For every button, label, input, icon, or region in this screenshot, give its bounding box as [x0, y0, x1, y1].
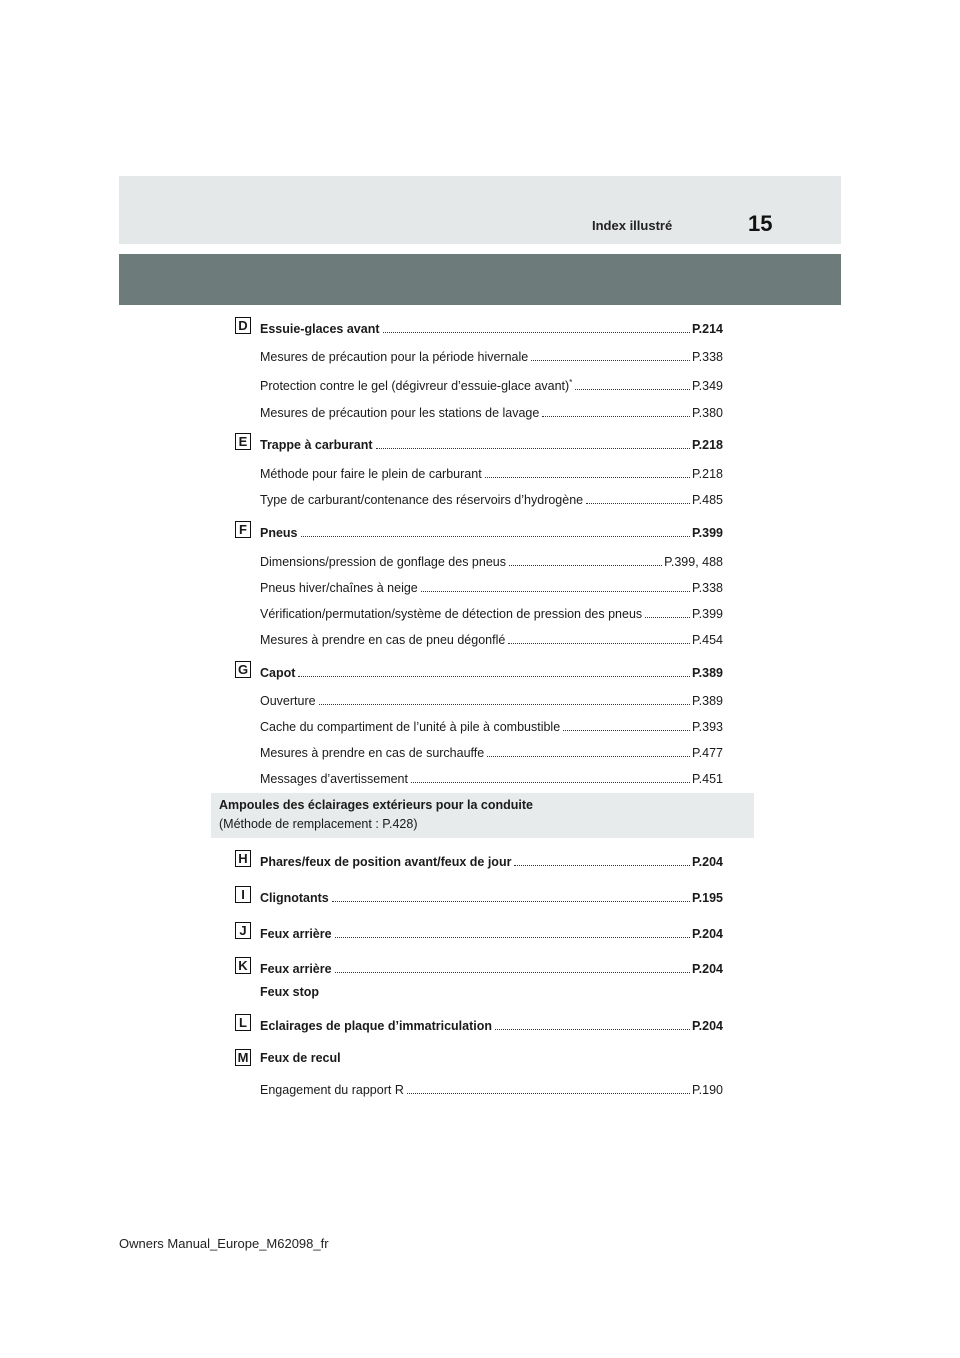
section-letter-e: E [235, 433, 251, 450]
index-entry-main: Clignotants P.195 [260, 891, 723, 905]
header-band [119, 176, 841, 244]
index-entry: Méthode pour faire le plein de carburant P.218 [260, 467, 723, 481]
index-entry: Engagement du rapport R P.190 [260, 1083, 723, 1097]
section-letter-d: D [235, 317, 251, 334]
index-entry-main: Phares/feux de position avant/feux de jour P.204 [260, 855, 723, 869]
index-entry: Mesures de précaution pour la période hivernale P.338 [260, 350, 723, 364]
section-letter-m: M [235, 1049, 251, 1066]
index-entry-main: Trappe à carburant P.218 [260, 438, 723, 452]
bulbs-title: Ampoules des éclairages extérieurs pour la conduite [219, 798, 533, 812]
index-entry: Ouverture P.389 [260, 694, 723, 708]
header-dark-band [119, 254, 841, 305]
section-letter-f: F [235, 521, 251, 538]
index-entry-main: Capot P.389 [260, 666, 723, 680]
section-letter-k: K [235, 957, 251, 974]
index-entry: Type de carburant/contenance des réservoirs d’hydrogène P.485 [260, 493, 723, 507]
section-letter-j: J [235, 922, 251, 939]
index-entry-main: Feux arrière P.204 [260, 927, 723, 941]
entry-label: Feux de recul [260, 1051, 341, 1065]
header-title: Index illustré [592, 218, 673, 233]
index-entry: Pneus hiver/chaînes à neige P.338 [260, 581, 723, 595]
index-entry-main: Eclairages de plaque d’immatriculation P.204 [260, 1019, 723, 1033]
index-entry: Cache du compartiment de l’unité à pile à combustible P.393 [260, 720, 723, 734]
bulbs-subtitle: (Méthode de remplacement : P.428) [219, 817, 418, 831]
footer-text: Owners Manual_Europe_M62098_fr [119, 1236, 329, 1251]
page-number: 15 [748, 211, 773, 236]
index-entry: Vérification/permutation/système de détection de pression des pneus P.399 [260, 607, 723, 621]
index-entry: Mesures à prendre en cas de pneu dégonflé P.454 [260, 633, 723, 647]
index-entry: Mesures de précaution pour les stations de lavage P.380 [260, 406, 723, 420]
index-entry: Mesures à prendre en cas de surchauffe P.477 [260, 746, 723, 760]
section-letter-h: H [235, 850, 251, 867]
index-entry-main: Pneus P.399 [260, 526, 723, 540]
section-letter-l: L [235, 1014, 251, 1031]
entry-label: Feux stop [260, 985, 320, 999]
section-letter-g: G [235, 661, 251, 678]
index-entry-main: Feux arrière P.204 [260, 962, 723, 976]
section-letter-i: I [235, 886, 251, 903]
index-entry: Protection contre le gel (dégivreur d’essuie-glace avant)* P.349 [260, 377, 723, 393]
index-entry: Messages d’avertissement P.451 [260, 772, 723, 786]
index-entry: Dimensions/pression de gonflage des pneus P.399, 488 [260, 555, 723, 569]
index-entry-main: Essuie-glaces avant P.214 [260, 322, 723, 336]
